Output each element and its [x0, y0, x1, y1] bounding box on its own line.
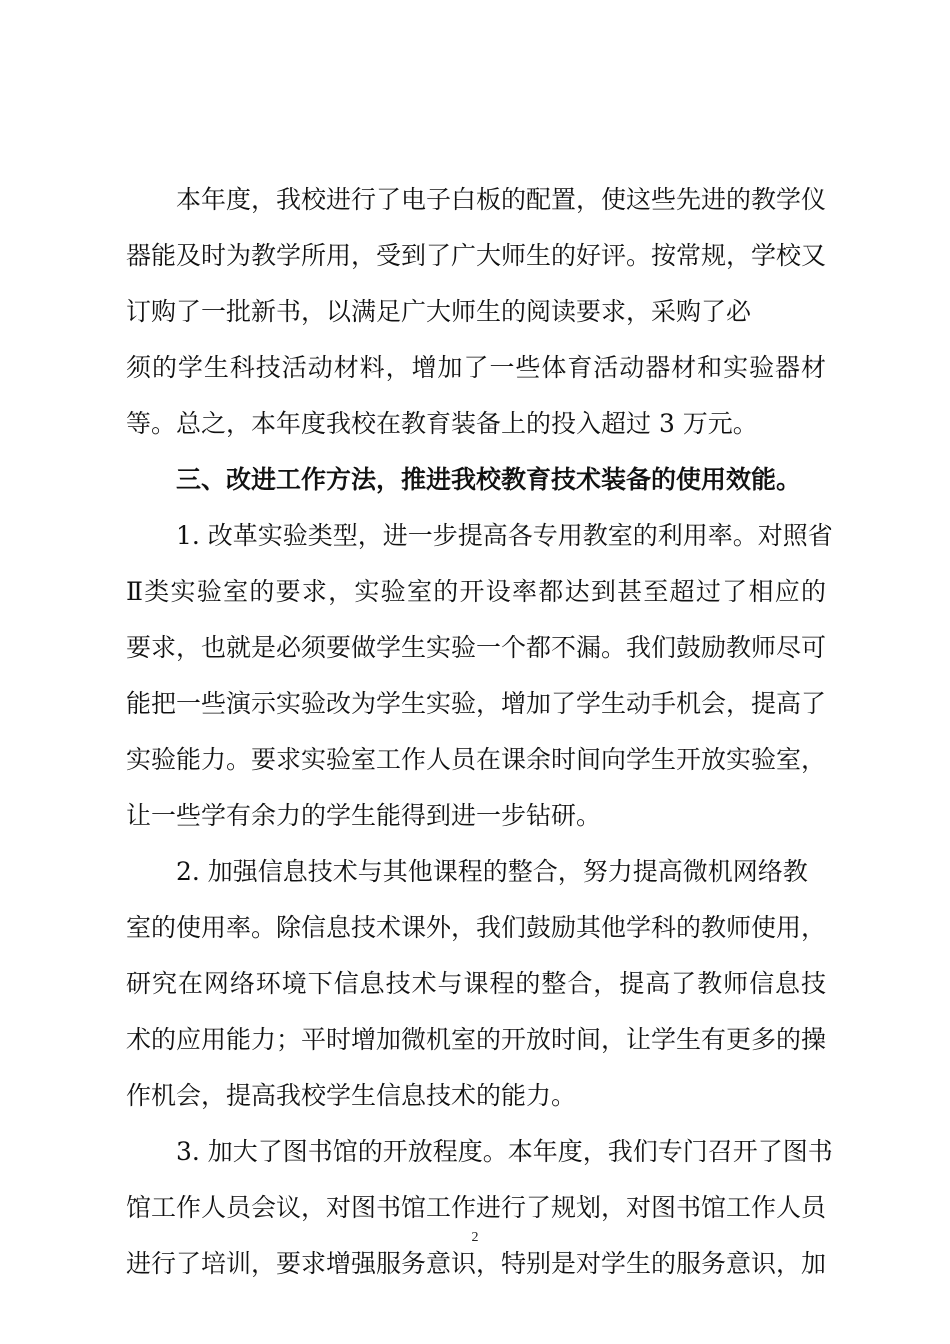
- paragraph-line: 进行了培训，要求增强服务意识，特别是对学生的服务意识，加: [126, 1249, 826, 1278]
- paragraph-line: 让一些学有余力的学生能得到进一步钻研。: [126, 801, 602, 830]
- section-heading: 三、改进工作方法，推进我校教育技术装备的使用效能。: [176, 465, 802, 494]
- paragraph-line: 馆工作人员会议，对图书馆工作进行了规划，对图书馆工作人员: [126, 1193, 826, 1222]
- paragraph-line: 器能及时为教学所用，受到了广大师生的好评。按常规，学校又: [126, 241, 826, 270]
- paragraph-line: 等。总之，本年度我校在教育装备上的投入超过 3 万元。: [126, 409, 758, 438]
- paragraph-line: 本年度，我校进行了电子白板的配置，使这些先进的教学仪: [176, 185, 827, 214]
- page-number: 2: [471, 1230, 479, 1245]
- paragraph-line: 室的使用率。除信息技术课外，我们鼓励其他学科的教师使用，: [126, 913, 826, 942]
- paragraph-line: 研究在网络环境下信息技术与课程的整合，提高了教师信息技: [126, 969, 826, 998]
- paragraph-line: Ⅱ类实验室的要求，实验室的开设率都达到甚至超过了相应的: [126, 577, 826, 606]
- paragraph-line: 3. 加大了图书馆的开放程度。本年度，我们专门召开了图书: [176, 1137, 833, 1166]
- paragraph-line: 要求，也就是必须要做学生实验一个都不漏。我们鼓励教师尽可: [126, 633, 826, 662]
- paragraph-line: 术的应用能力；平时增加微机室的开放时间，让学生有更多的操: [126, 1025, 826, 1054]
- paragraph-line: 作机会，提高我校学生信息技术的能力。: [126, 1081, 577, 1110]
- paragraph-line: 1. 改革实验类型，进一步提高各专用教室的利用率。对照省: [176, 521, 833, 550]
- paragraph-line: 实验能力。要求实验室工作人员在课余时间向学生开放实验室，: [126, 745, 826, 774]
- paragraph-line: 须的学生科技活动材料，增加了一些体育活动器材和实验器材: [126, 353, 826, 382]
- paragraph-line: 订购了一批新书，以满足广大师生的阅读要求，采购了必: [126, 297, 752, 326]
- paragraph-line: 2. 加强信息技术与其他课程的整合，努力提高微机网络教: [176, 857, 808, 886]
- paragraph-line: 能把一些演示实验改为学生实验，增加了学生动手机会，提高了: [126, 689, 826, 718]
